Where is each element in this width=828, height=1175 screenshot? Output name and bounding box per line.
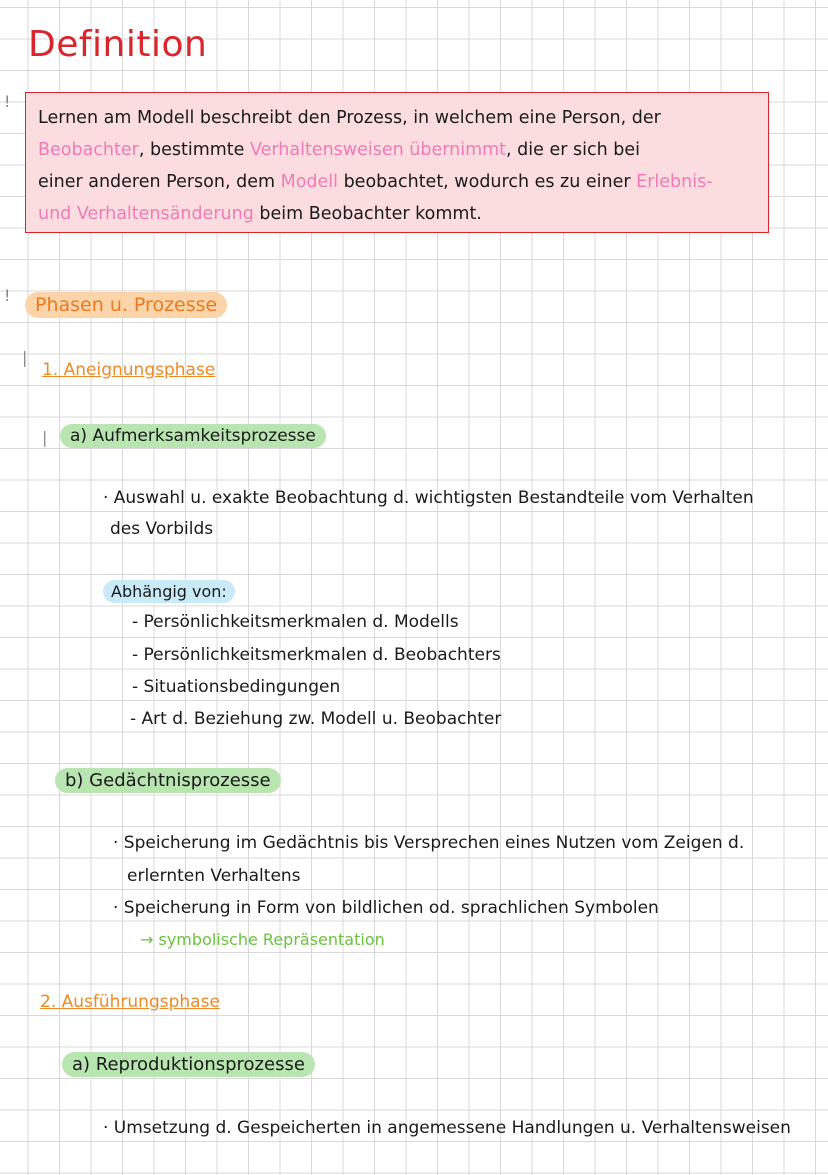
- attention-processes-label: a) Aufmerksamkeitsprozesse: [60, 424, 326, 448]
- attention-text-line1: · Auswahl u. exakte Beobachtung d. wichtigsten Bestandteile vom Verhalten: [103, 488, 754, 508]
- definition-line: [38, 198, 756, 230]
- margin-mark: !: [4, 286, 11, 305]
- highlighted-term: und Verhaltensänderung: [38, 204, 254, 224]
- definition-text: , bestimmte: [138, 140, 250, 160]
- memory-text-line2: erlernten Verhaltens: [127, 866, 301, 886]
- dependency-item: - Situationsbedingungen: [132, 677, 341, 697]
- reproduction-text-line1: · Umsetzung d. Gespeicherten in angemessene Handlungen u. Verhaltensweisen: [103, 1118, 791, 1138]
- definition-text: beobachtet, wodurch es zu einer: [338, 172, 637, 192]
- highlighted-term: Erlebnis-: [636, 172, 713, 192]
- dependency-label: Abhängig von:: [103, 580, 235, 603]
- highlighted-term: Beobachter: [38, 140, 139, 160]
- reproduction-processes-label: a) Reproduktionsprozesse: [62, 1052, 315, 1077]
- attention-text-line2: des Vorbilds: [110, 519, 214, 539]
- definition-text: einer anderen Person, dem: [38, 172, 281, 192]
- margin-mark: !: [4, 92, 11, 111]
- definition-line: [38, 134, 756, 166]
- highlighted-term: Modell: [280, 172, 338, 192]
- dependency-item: - Art d. Beziehung zw. Modell u. Beobachter: [130, 709, 502, 729]
- definition-text: Lernen am Modell beschreibt den Prozess, in welchem eine Person, der: [38, 108, 661, 128]
- margin-mark: |: [22, 348, 28, 367]
- phase2-heading: 2. Ausführungsphase: [40, 992, 220, 1012]
- definition-line: [38, 102, 756, 134]
- definition-text: beim Beobachter kommt.: [253, 204, 482, 224]
- memory-text-line1: · Speicherung im Gedächtnis bis Versprechen eines Nutzen vom Zeigen d.: [113, 833, 745, 853]
- highlighted-term: Verhaltensweisen übernimmt: [250, 140, 507, 160]
- dependency-item: - Persönlichkeitsmerkmalen d. Modells: [132, 612, 459, 632]
- margin-mark: |: [42, 428, 48, 447]
- memory-processes-label: b) Gedächtnisprozesse: [55, 768, 281, 793]
- definition-box: [25, 92, 769, 233]
- page-title: Definition: [28, 24, 208, 65]
- phases-heading: Phasen u. Prozesse: [25, 292, 227, 318]
- memory-text-line3: · Speicherung in Form von bildlichen od. sprachlichen Symbolen: [113, 898, 659, 918]
- definition-line: [38, 166, 756, 198]
- memory-arrow-note: → symbolische Repräsentation: [140, 930, 385, 949]
- phase1-heading: 1. Aneignungsphase: [42, 360, 216, 380]
- dependency-item: - Persönlichkeitsmerkmalen d. Beobachters: [132, 645, 501, 665]
- definition-text: , die er sich bei: [506, 140, 640, 160]
